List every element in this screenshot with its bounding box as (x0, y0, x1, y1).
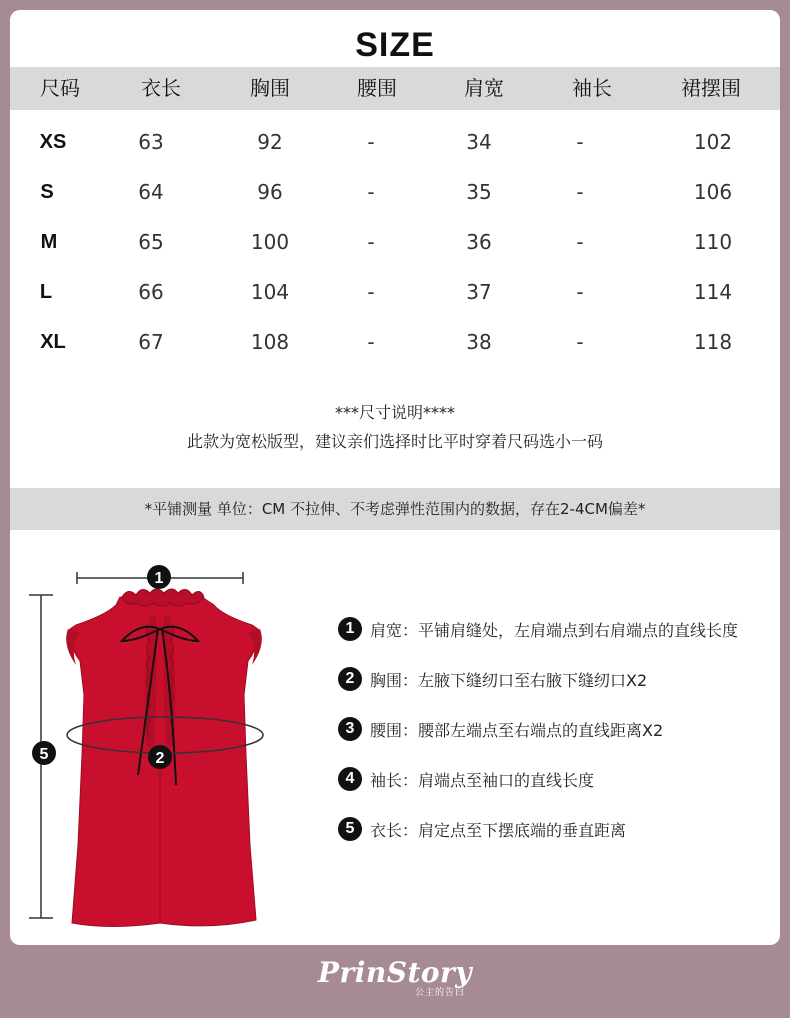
cell-waist: - (367, 130, 375, 154)
cell-size: XL (40, 331, 66, 353)
cell-hem: 114 (693, 280, 733, 304)
cell-sleeve: - (576, 280, 584, 304)
cell-hem: 106 (693, 180, 733, 204)
number-2-icon: 2 (338, 667, 362, 691)
page-title: SIZE (355, 26, 435, 64)
cell-size: S (40, 181, 54, 203)
legend-text: 衣长：肩定点至下摆底端的垂直距离 (370, 820, 627, 840)
table-row (10, 167, 780, 217)
brand-logo (0, 958, 790, 998)
cell-size: M (40, 231, 58, 253)
cell-waist: - (367, 180, 375, 204)
legend-item-shoulder (338, 615, 738, 643)
cell-bust: 104 (250, 280, 290, 304)
cell-bust: 96 (257, 180, 283, 204)
svg-text:1: 1 (154, 570, 164, 587)
cell-size: XS (39, 131, 67, 153)
marker-shoulder (147, 565, 171, 589)
cell-length: 67 (138, 330, 164, 354)
cell-hem: 102 (693, 130, 733, 154)
legend-item-bust (338, 665, 647, 693)
number-1-icon: 1 (338, 617, 362, 641)
cell-shoulder: 36 (466, 230, 492, 254)
cell-shoulder: 34 (466, 130, 492, 154)
cell-shoulder: 37 (466, 280, 492, 304)
cell-hem: 110 (693, 230, 733, 254)
header-length: 衣长 (141, 76, 181, 100)
legend-text: 胸围：左腋下缝纫口至右腋下缝纫口X2 (370, 670, 648, 690)
cell-length: 65 (138, 230, 164, 254)
cell-length: 64 (138, 180, 164, 204)
table-row (10, 317, 780, 367)
garment-diagram (10, 545, 300, 940)
cell-sleeve: - (576, 330, 584, 354)
size-note-heading: ***尺寸说明**** (334, 403, 455, 422)
cell-hem: 118 (693, 330, 733, 354)
legend-item-length (338, 815, 626, 843)
legend-item-waist (338, 715, 663, 743)
size-chart-card (10, 10, 780, 945)
table-row (10, 217, 780, 267)
cell-waist: - (367, 280, 375, 304)
header-waist: 腰围 (357, 76, 397, 100)
measurement-note: *平铺测量 单位：CM 不拉伸、不考虑弹性范围内的数据，存在2-4CM偏差* (10, 488, 780, 530)
legend-text: 肩宽：平铺肩缝处，左肩端点到右肩端点的直线长度 (370, 620, 739, 640)
table-row (10, 267, 780, 317)
cell-sleeve: - (576, 230, 584, 254)
brand-name: PrinStory (317, 956, 473, 989)
cell-bust: 108 (250, 330, 290, 354)
svg-text:2: 2 (155, 750, 165, 767)
legend-text: 腰围：腰部左端点至右端点的直线距离X2 (370, 720, 664, 740)
cell-shoulder: 38 (466, 330, 492, 354)
number-3-icon: 3 (338, 717, 362, 741)
svg-text:5: 5 (39, 746, 49, 763)
brand-subtitle: 公主的告白 (414, 988, 465, 998)
cell-shoulder: 35 (466, 180, 492, 204)
cell-sleeve: - (576, 180, 584, 204)
cell-size: L (39, 281, 53, 303)
cell-waist: - (367, 230, 375, 254)
header-sleeve: 袖长 (572, 76, 612, 100)
marker-bust (148, 745, 172, 769)
cell-length: 66 (138, 280, 164, 304)
cell-bust: 100 (250, 230, 290, 254)
cell-sleeve: - (576, 130, 584, 154)
header-size: 尺码 (40, 76, 80, 100)
legend-text: 袖长：肩端点至袖口的直线长度 (370, 770, 595, 790)
cell-length: 63 (138, 130, 164, 154)
size-advice: 此款为宽松版型，建议亲们选择时比平时穿着尺码选小一码 (186, 432, 603, 451)
table-row (10, 117, 780, 167)
legend-item-sleeve (338, 765, 594, 793)
garment-svg (10, 545, 300, 940)
marker-length (32, 741, 56, 765)
header-bust: 胸围 (250, 76, 290, 100)
header-shoulder: 肩宽 (464, 76, 504, 100)
header-hem: 裙摆围 (681, 76, 741, 100)
number-5-icon: 5 (338, 817, 362, 841)
number-4-icon: 4 (338, 767, 362, 791)
cell-waist: - (367, 330, 375, 354)
table-header (10, 67, 780, 110)
cell-bust: 92 (257, 130, 283, 154)
